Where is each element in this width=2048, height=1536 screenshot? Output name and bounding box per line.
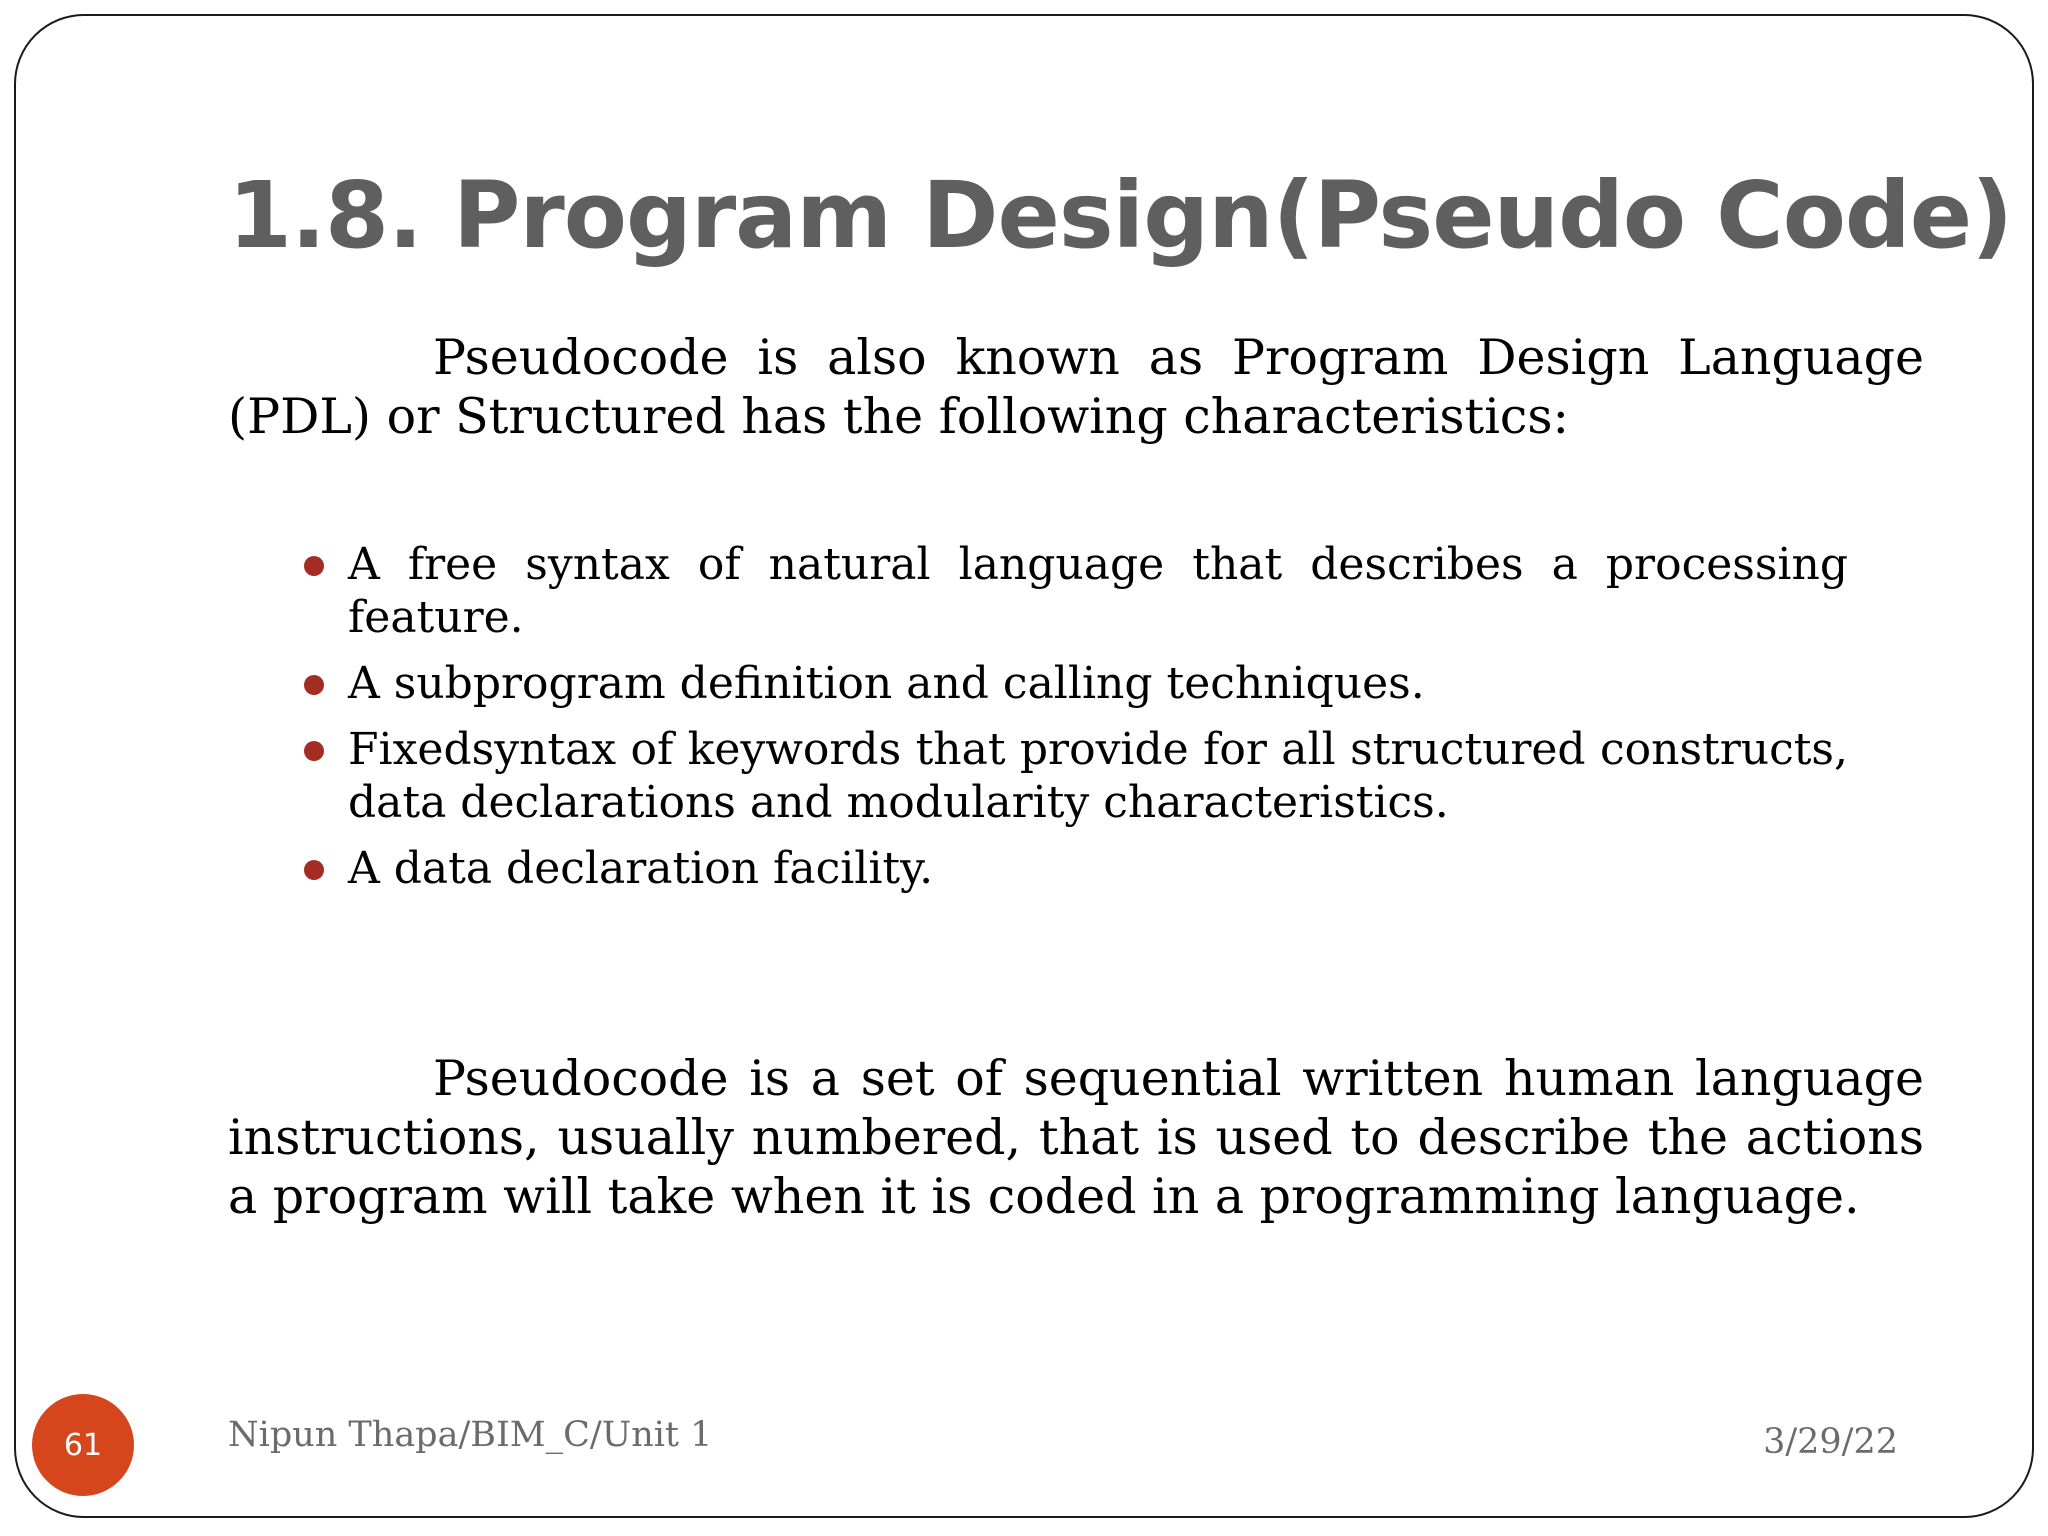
list-item xyxy=(348,657,1848,710)
list-item-text: A free syntax of natural language that describes a processing feature. xyxy=(348,539,1848,643)
footer-date: 3/29/22 xyxy=(1763,1422,1898,1462)
page-number-badge: 61 xyxy=(32,1394,134,1496)
footer-author: Nipun Thapa/BIM_C/Unit 1 xyxy=(228,1415,713,1455)
list-item xyxy=(348,538,1848,644)
bullet-icon xyxy=(304,741,324,761)
bullet-icon xyxy=(304,860,324,880)
closing-paragraph: Pseudocode is a set of sequential written human language instructions, usually numbered, that is used to describe the actions a program will take when it is coded in a programming language. xyxy=(228,1050,1924,1225)
list-item xyxy=(348,842,1848,895)
list-item-text: Fixedsyntax of keywords that provide for all structured constructs, data declarations and modularity characteristics. xyxy=(348,724,1848,828)
bullet-icon xyxy=(304,675,324,695)
bullet-icon xyxy=(304,556,324,576)
slide-title: 1.8. Program Design(Pseudo Code) xyxy=(228,162,2013,269)
list-item xyxy=(348,723,1848,829)
characteristics-list xyxy=(348,538,1848,908)
intro-paragraph: Pseudocode is also known as Program Design Language (PDL) or Structured has the following characteristics: xyxy=(228,329,1924,445)
list-item-text: A subprogram definition and calling techniques. xyxy=(348,658,1425,709)
list-item-text: A data declaration facility. xyxy=(348,843,934,894)
